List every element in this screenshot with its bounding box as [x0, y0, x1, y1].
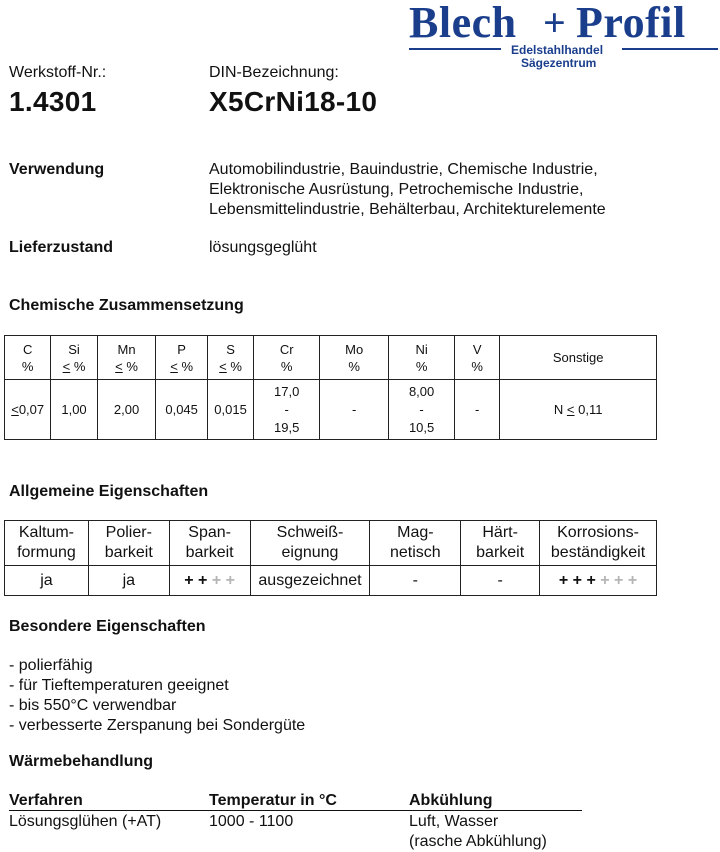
allgemein-header-cell: Korrosions- beständigkeit	[540, 521, 657, 566]
waerme-verfahren: Lösungsglühen (+AT)	[9, 813, 162, 830]
allgemein-header-cell: Härt- barkeit	[461, 521, 540, 566]
chemie-value-cell: -	[320, 380, 389, 440]
waerme-abkuehlung	[409, 812, 547, 852]
chemie-value-cell: 1,00	[51, 380, 97, 440]
allgemein-table	[4, 520, 657, 596]
allgemein-title: Allgemeine Eigenschaften	[9, 483, 209, 500]
chemie-header-cell: Mo %	[320, 336, 389, 380]
allgemein-header-cell: Schweiß- eignung	[250, 521, 370, 566]
verwendung-line: Elektronische Ausrüstung, Petrochemische Industrie,	[209, 181, 584, 198]
chemie-header-cell: P < %	[156, 336, 208, 380]
chemie-value-cell: 2,00	[97, 380, 156, 440]
list-item: - für Tieftemperaturen geeignet	[9, 677, 229, 694]
rating-filled: + +	[184, 571, 208, 589]
besondere-title: Besondere Eigenschaften	[9, 618, 206, 635]
chemie-value-cell: 0,015	[207, 380, 253, 440]
allgemein-value-cell: -	[461, 566, 540, 596]
waerme-title: Wärmebehandlung	[9, 753, 154, 770]
chemie-header-cell: Cr %	[254, 336, 320, 380]
chemie-value-row	[5, 380, 657, 440]
chemie-header-cell: Ni %	[389, 336, 455, 380]
allgemein-header-cell: Mag- netisch	[370, 521, 461, 566]
waerme-temperatur: 1000 - 1100	[209, 813, 294, 830]
rating-filled: + + +	[558, 571, 596, 589]
verwendung-text	[209, 160, 606, 220]
chemie-header-cell: Sonstige	[500, 336, 657, 380]
din-label: DIN-Bezeichnung:	[209, 64, 339, 81]
werkstoff-label: Werkstoff-Nr.:	[9, 64, 107, 81]
waerme-col-verfahren: Verfahren	[9, 792, 83, 809]
allgemein-value-cell: -	[370, 566, 461, 596]
chemie-value-cell: 17,0 - 19,5	[254, 380, 320, 440]
logo-word-profil: Profil	[576, 0, 686, 47]
logo-subtitle-2: Sägezentrum	[521, 56, 597, 70]
allgemein-value-cell: ausgezeichnet	[250, 566, 370, 596]
list-item: - bis 550°C verwendbar	[9, 697, 177, 714]
waerme-col-abkuehlung: Abkühlung	[409, 792, 493, 809]
werkstoff-number: 1.4301	[9, 86, 97, 117]
logo-rule-right	[622, 48, 718, 50]
verwendung-line: Automobilindustrie, Bauindustrie, Chemische Industrie,	[209, 161, 598, 178]
korrosion-rating	[540, 566, 657, 596]
waerme-abkuehlung-line: (rasche Abkühlung)	[409, 833, 547, 850]
allgemein-header-cell: Span- barkeit	[169, 521, 250, 566]
chemie-value-cell: N < 0,11	[500, 380, 657, 440]
chemie-table	[4, 335, 657, 440]
allgemein-value-row	[5, 566, 657, 596]
chemie-header-cell: Si < %	[51, 336, 97, 380]
chemie-value-cell: -	[455, 380, 500, 440]
waerme-divider	[9, 810, 582, 811]
lieferzustand-value: lösungsgeglüht	[209, 239, 317, 256]
chemie-value-cell: <0,07	[5, 380, 51, 440]
chemie-header-cell: C %	[5, 336, 51, 380]
list-item: - verbesserte Zerspanung bei Sondergüte	[9, 717, 306, 734]
allgemein-value-cell: ja	[88, 566, 169, 596]
chemie-header-cell: Mn < %	[97, 336, 156, 380]
chemie-value-cell: 0,045	[156, 380, 208, 440]
logo-word-blech: Blech	[409, 0, 517, 47]
rating-empty: + +	[211, 571, 235, 589]
waerme-col-temperatur: Temperatur in °C	[209, 792, 337, 809]
chemie-header-row	[5, 336, 657, 380]
logo-subtitle-1: Edelstahlhandel	[511, 43, 604, 57]
verwendung-line: Lebensmittelindustrie, Behälterbau, Architekturelemente	[209, 201, 606, 218]
allgemein-header-cell: Polier- barkeit	[88, 521, 169, 566]
spanbarkeit-rating	[169, 566, 250, 596]
rating-empty: + + +	[600, 571, 638, 589]
din-designation: X5CrNi18-10	[209, 86, 378, 117]
besondere-list	[9, 656, 305, 736]
verwendung-label: Verwendung	[9, 161, 105, 178]
waerme-abkuehlung-line: Luft, Wasser	[409, 813, 499, 830]
chemie-header-cell: V %	[455, 336, 500, 380]
allgemein-value-cell: ja	[5, 566, 89, 596]
logo-plus: +	[543, 0, 567, 45]
logo-rule-left	[409, 48, 501, 50]
chemie-value-cell: 8,00 - 10,5	[389, 380, 455, 440]
chemie-title: Chemische Zusammensetzung	[9, 297, 244, 314]
allgemein-header-row	[5, 521, 657, 566]
allgemein-header-cell: Kaltum- formung	[5, 521, 89, 566]
list-item: - polierfähig	[9, 657, 93, 674]
chemie-header-cell: S < %	[207, 336, 253, 380]
lieferzustand-label: Lieferzustand	[9, 239, 114, 256]
